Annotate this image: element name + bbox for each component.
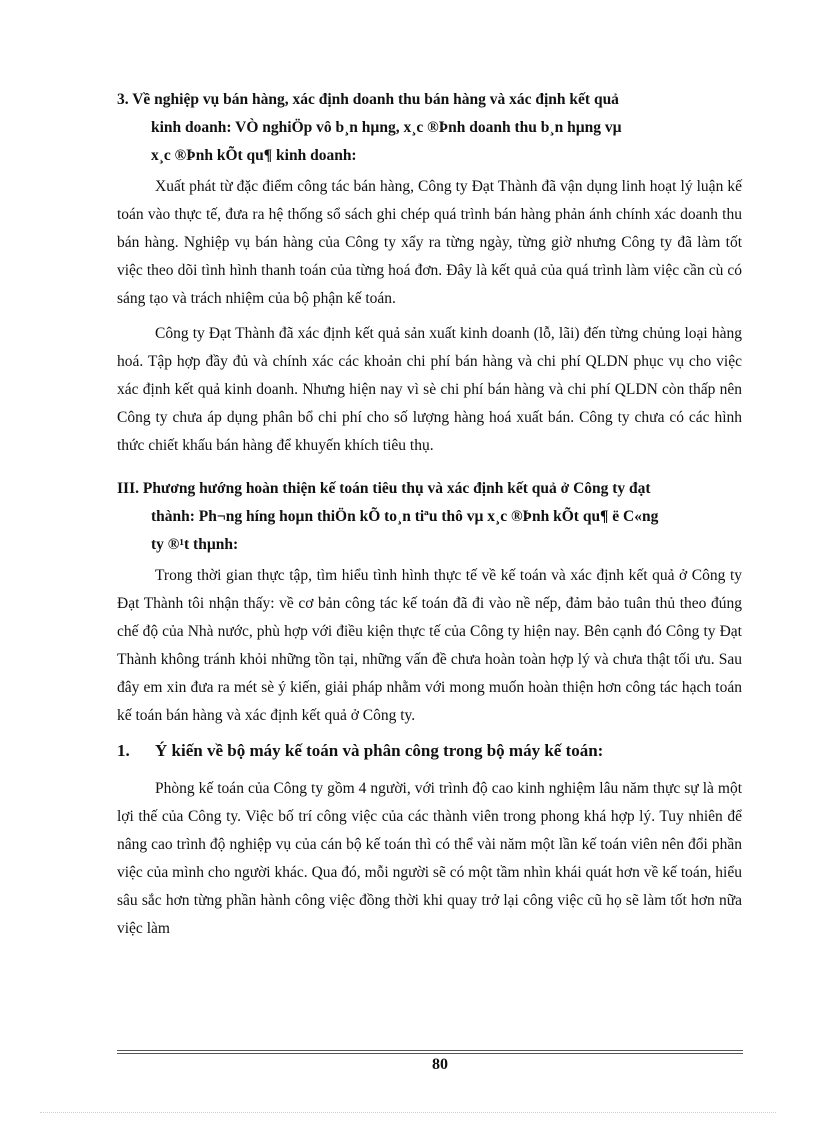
section-III-heading <box>117 475 742 559</box>
section-III-heading-line-1: III. Phương hướng hoàn thiện kế toán tiêu thụ và xác định kết quả ở Công ty đạt <box>117 480 651 497</box>
section-3-paragraph-2: Công ty Đạt Thành đã xác định kết quả sản xuất kinh doanh (lỗ, lãi) đến từng chủng loại hàng hoá. Tập hợp đầy đủ và chính xác các khoản chi phí bán hàng và chi phí QLDN phục vụ cho việc xác định kết quả kinh doanh. Nhưng hiện nay vì sè chi phí bán hàng và chi phí QLDN còn thấp nên Công ty chưa áp dụng phân bổ chi phí cho số lượng hàng hoá xuất bán. Công ty chưa có các hình thức chiết khấu bán hàng để khuyến khích tiêu thụ. <box>117 325 742 454</box>
footer-divider-bottom <box>117 1053 743 1054</box>
section-1-paragraph-1: Phòng kế toán của Công ty gồm 4 người, với trình độ cao kinh nghiệm lâu năm thực sự là một lợi thế của Công ty. Việc bố trí công việc của các thành viên trong phong khá hợp lý. Tuy nhiên để nâng cao trình độ nghiệp vụ của cán bộ kế toán thì có thể vài năm một lần kế toán viên nên đổi phần việc của mình cho người khác. Qua đó, mỗi người sẽ có một tầm nhìn khái quát hơn về kế toán, hiểu sâu sắc hơn từng phần hành công việc đồng thời khi quay trở lại công việc cũ họ sẽ làm tốt hơn nữa việc làm <box>117 780 742 937</box>
section-1-number: 1. <box>117 741 130 760</box>
section-III-heading-line-3: ty ®¹t thµnh: <box>151 536 239 553</box>
section-3-heading-line-3: x¸c ®Þnh kÕt qu¶ kinh doanh: <box>151 147 357 164</box>
footer-divider-top <box>117 1050 743 1051</box>
page-number-text: 80 <box>432 1056 448 1073</box>
page-content <box>117 86 742 950</box>
section-1-heading <box>117 737 742 765</box>
section-III-heading-line-2: thành: Ph¬ng híng hoµn thiÖn kÕ to¸n tiªu thô vµ x¸c ®Þnh kÕt qu¶ ë C«ng <box>151 508 659 525</box>
page-number <box>0 1056 816 1074</box>
section-1-title: Ý kiến về bộ máy kế toán và phân công trong bộ máy kế toán: <box>155 741 604 760</box>
section-3-heading-line-2: kinh doanh: VÒ nghiÖp vô b¸n hµng, x¸c ®Þnh doanh thu b¸n hµng vµ <box>151 119 622 136</box>
section-III-paragraph-1: Trong thời gian thực tập, tìm hiểu tình hình thực tế về kế toán và xác định kết quả ở Công ty Đạt Thành tôi nhận thấy: về cơ bản công tác kế toán đã đi vào nề nếp, đảm bảo tuân thủ theo đúng chế độ của Nhà nước, phù hợp với điều kiện thực tế của Công ty hiện nay. Bên cạnh đó Công ty Đạt Thành không tránh khỏi những tồn tại, những vấn đề chưa hoàn toàn hợp lý và chưa thật tối ưu. Sau đây em xin đưa ra mét sè ý kiến, giải pháp nhằm với mong muốn hoàn thiện hơn công tác hạch toán kế toán bán hàng và xác định kết quả ở Công ty. <box>117 567 742 724</box>
section-3-heading <box>117 86 742 170</box>
page-bottom-border <box>40 1112 776 1113</box>
section-3-paragraph-1: Xuất phát từ đặc điểm công tác bán hàng, Công ty Đạt Thành đã vận dụng linh hoạt lý luận kế toán vào thực tế, đưa ra hệ thống sổ sách ghi chép quá trình bán hàng phản ánh chính xác doanh thu bán hàng. Nghiệp vụ bán hàng của Công ty xẩy ra từng ngày, từng giờ nhưng Công ty đã làm tốt việc theo dõi tình hình thanh toán của từng hoá đơn. Đây là kết quả của quá trình làm việc cần cù có sáng tạo và trách nhiệm của bộ phận kế toán. <box>117 178 742 307</box>
section-3-heading-line-1: 3. Về nghiệp vụ bán hàng, xác định doanh thu bán hàng và xác định kết quả <box>117 91 619 108</box>
